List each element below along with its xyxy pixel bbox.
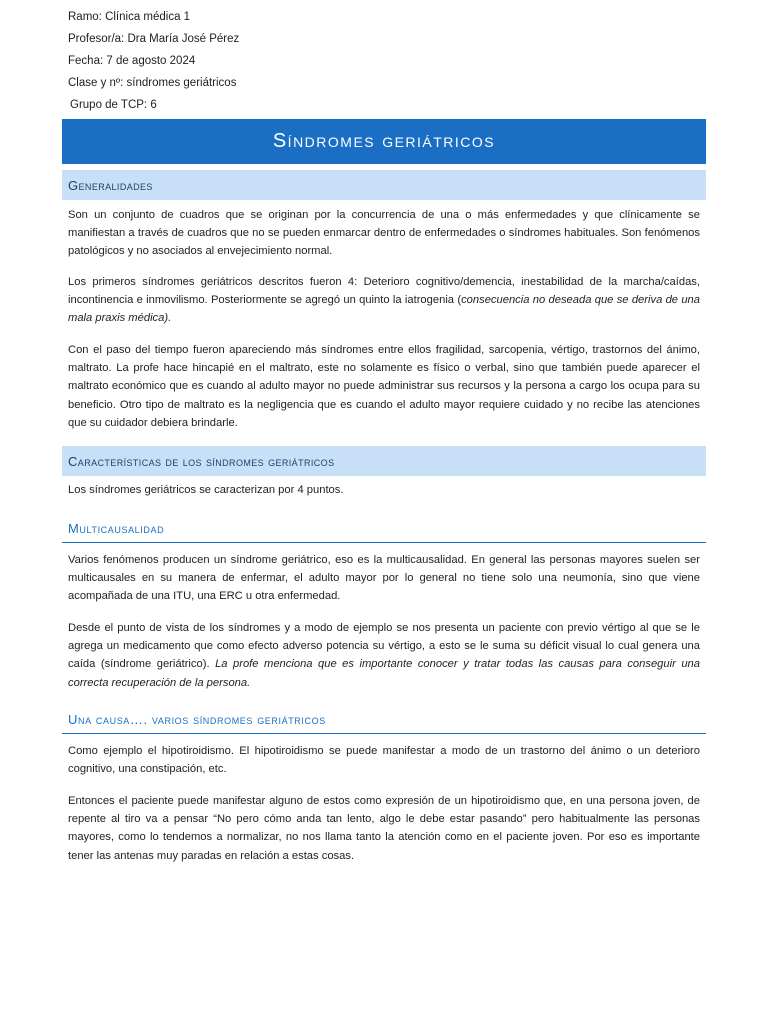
- paragraph-italic-text: La profe menciona que es importante conocer y tratar todas las causas para conseguir una correcta recuperación de la persona.: [68, 658, 700, 689]
- heading-multicausalidad: Multicausalidad: [62, 521, 706, 543]
- meta-grupo: Grupo de TCP: 6: [70, 99, 157, 111]
- paragraph-generalidades-1: Son un conjunto de cuadros que se originan por la concurrencia de una o más enfermedades y que clínicamente se manifiestan a través de cuadros que no se pueden enmarcar dentro de enfermedades o síndromes habituales. Son fenómenos patológicos y no asociados al envejecimiento normal.: [68, 209, 700, 258]
- paragraph-text: Los primeros síndromes geriátricos descritos fueron 4: Deterioro cognitivo/demencia, inestabilidad de la marcha/caídas, incontinencia e inmovilismo. Posteriormente se agregó un quinto la iatrogenia (: [68, 276, 700, 307]
- heading-caracteristicas: Características de los síndromes geriátricos: [62, 446, 706, 476]
- meta-fecha: Fecha: 7 de agosto 2024: [68, 55, 196, 67]
- paragraph-multicausalidad-1: Varios fenómenos producen un síndrome geriátrico, eso es la multicausalidad. En general las personas mayores suelen ser multicausales en su manera de enfermar, el adulto mayor por lo general no tiene solo una neumonía, sino que viene acompañada de una ITU, una ERC u otra enfermedad.: [68, 554, 700, 603]
- paragraph-una-causa-1: Como ejemplo el hipotiroidismo. El hipotiroidismo se puede manifestar a modo de un trastorno del ánimo o un deterioro cognitivo, una constipación, etc.: [68, 745, 700, 776]
- paragraph-multicausalidad-2: [68, 619, 700, 692]
- paragraph-caracteristicas-1: Los síndromes geriátricos se caracterizan por 4 puntos.: [68, 484, 344, 496]
- paragraph-generalidades-3: Con el paso del tiempo fueron apareciendo más síndromes entre ellos fragilidad, sarcopenia, vértigo, trastornos del ánimo, maltrato. La profe hace hincapié en el maltrato, este no solamente es físico o verbal, sino que también puede aparecer el maltrato económico que es cuando al adulto mayor no puede administrar sus recursos y la persona a cargo los ocupa para su beneficio. Otro tipo de maltrato es la negligencia que es cuando el adulto mayor requiere cuidado y no recibe las atenciones que su cuidador debiera brindarle.: [68, 344, 700, 429]
- paragraph-generalidades-2: [68, 273, 700, 328]
- paragraph-italic-text: consecuencia no deseada que se deriva de una mala praxis médica).: [68, 294, 700, 325]
- heading-una-causa: Una causa…. varios síndromes geriátricos: [62, 712, 706, 734]
- heading-generalidades: Generalidades: [62, 170, 706, 200]
- paragraph-text: Desde el punto de vista de los síndromes y a modo de ejemplo se nos presenta un paciente con previo vértigo al que se le agrega un medicamento que como efecto adverso potencia su vértigo, a esto se le suma su déficit visual lo cual genera una caída (síndrome geriátrico).: [68, 622, 700, 671]
- paragraph-una-causa-2: Entonces el paciente puede manifestar alguno de estos como expresión de un hipotiroidismo que, en una persona joven, de repente al tiro va a pensar “No pero cómo anda tan lento, algo le debe estar pasando” pero habitualmente las personas mayores, como lo tendemos a normalizar, no nos llama tanto la atención como en el paciente joven. Por eso es importante tener las antenas muy paradas en relación a estas cosas.: [68, 795, 700, 862]
- meta-profesor: Profesor/a: Dra María José Pérez: [68, 33, 240, 45]
- document-metadata: [68, 6, 239, 116]
- meta-ramo: Ramo: Clínica médica 1: [68, 11, 191, 23]
- meta-clase: Clase y nº: síndromes geriátricos: [68, 77, 237, 89]
- document-title: Síndromes geriátricos: [62, 119, 706, 164]
